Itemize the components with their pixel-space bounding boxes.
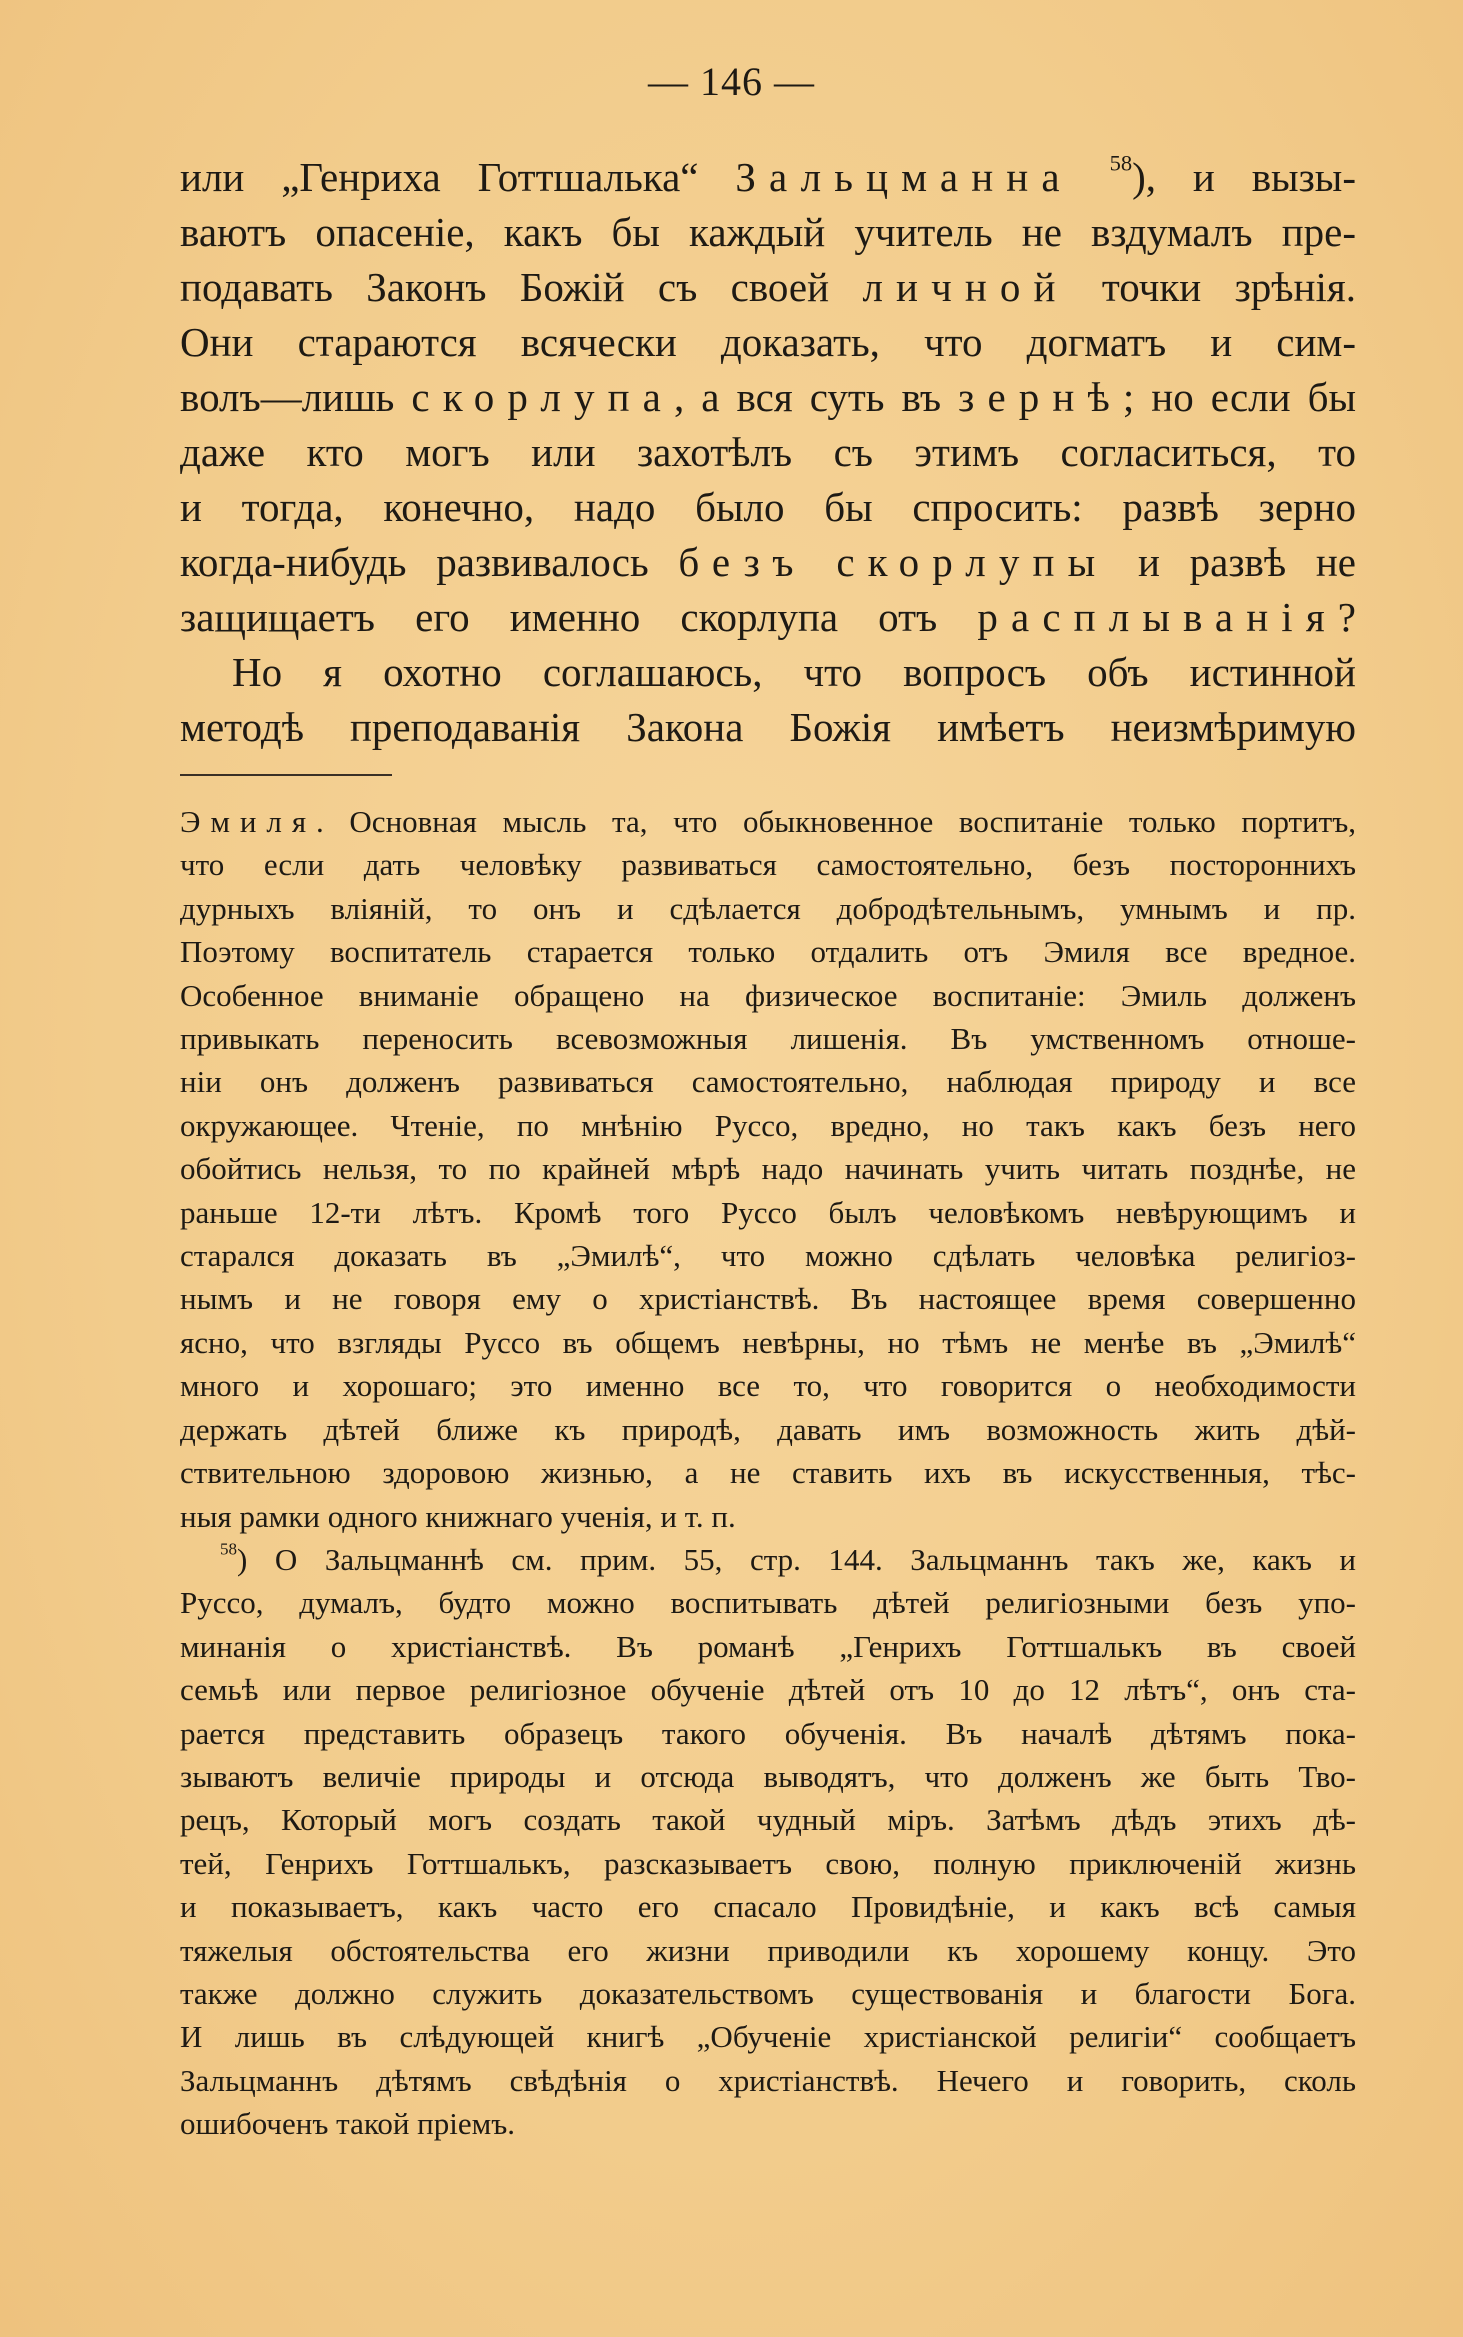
body-text-line — [180, 535, 1356, 590]
text-run: семьѣ или первое религіозное обученіе дѣтей отъ 10 до 12 лѣтъ“, онъ ста- — [180, 1672, 1356, 1708]
footnote-line — [180, 1842, 1356, 1885]
body-text-line — [180, 205, 1356, 260]
footnote-line — [180, 1191, 1356, 1234]
text-run: обойтись нельзя, то по крайней мѣрѣ надо начинать учить читать позднѣе, не — [180, 1151, 1356, 1187]
text-run: тяжелыя обстоятельства его жизни приводили къ хорошему концу. Это — [180, 1932, 1356, 1968]
text-run: ствительною здоровою жизнью, а не ставить ихъ въ искусственныя, тѣс- — [180, 1455, 1356, 1491]
text-run: держать дѣтей ближе къ природѣ, давать имъ возможность жить дѣй- — [180, 1411, 1356, 1447]
footnote-line — [180, 1017, 1356, 1060]
text-run: Зальцманна — [735, 154, 1073, 200]
footnote-line — [180, 1625, 1356, 1668]
footnote-line — [180, 930, 1356, 973]
footnote-line — [180, 1755, 1356, 1798]
text-run: ; но если бы — [1122, 374, 1357, 420]
body-text-line — [180, 370, 1356, 425]
text-run: ошибоченъ такой пріемъ. — [180, 2106, 516, 2142]
text-run: ныя рамки одного книжнаго ученія, и т. п. — [180, 1498, 736, 1534]
text-run: расплыванія — [977, 594, 1338, 640]
text-run: когда-нибудь развивалось — [180, 539, 679, 585]
footnote-line — [180, 1277, 1356, 1320]
text-run: Зальцманнъ дѣтямъ свѣдѣнія о христіанствѣ. Нечего и говорить, сколь — [180, 2062, 1356, 2098]
footnote-line — [180, 1929, 1356, 1972]
footnote-line — [180, 800, 1356, 843]
text-run: скорлупа — [411, 374, 674, 420]
text-run — [1073, 154, 1110, 200]
text-run: и развѣ не — [1108, 539, 1357, 585]
text-run: Руссо, думалъ, будто можно воспитывать дѣтей религіозными безъ упо- — [180, 1585, 1356, 1621]
footnote-line — [180, 1495, 1356, 1538]
text-run: привыкать переносить всевозможныя лишенія. Въ умственномъ отноше- — [180, 1021, 1356, 1057]
text-run: безъ — [678, 539, 807, 585]
text-run: ніи онъ долженъ развиваться самостоятельно, наблюдая природу и все — [180, 1064, 1356, 1100]
text-run: ? — [1337, 594, 1356, 640]
footnote-line — [180, 1147, 1356, 1190]
text-run: рается представить образецъ такого обученія. Въ началѣ дѣтямъ пока- — [180, 1715, 1356, 1751]
text-run: скорлупы — [836, 539, 1109, 585]
body-text-line — [180, 260, 1356, 315]
footnote-line — [180, 1538, 1356, 1581]
text-run: ясно, что взгляды Руссо въ общемъ невѣрны, но тѣмъ не менѣе въ „Эмилѣ“ — [180, 1324, 1356, 1360]
text-run: подавать Законъ Божій съ своей — [180, 264, 863, 310]
footnote-line — [180, 1060, 1356, 1103]
text-run: точки зрѣнія. — [1068, 264, 1356, 310]
footnote-line — [180, 1104, 1356, 1147]
body-text-line — [180, 425, 1356, 480]
text-run: личной — [862, 264, 1069, 310]
body-text-line — [180, 700, 1356, 755]
text-run: , а вся суть въ — [673, 374, 959, 420]
footnote-line — [180, 1885, 1356, 1928]
footnote-line — [180, 974, 1356, 1017]
main-text-block — [180, 150, 1356, 755]
text-run: ), и вызы- — [1132, 154, 1356, 200]
footnote-marker: 58 — [1109, 150, 1133, 176]
footnote-line — [180, 1234, 1356, 1277]
body-text-line — [180, 590, 1356, 645]
text-run: даже кто могъ или захотѣлъ съ этимъ согласиться, то — [180, 429, 1356, 475]
footnote-line — [180, 2015, 1356, 2058]
text-run: рецъ, Который могъ создать такой чудный міръ. Затѣмъ дѣдъ этихъ дѣ- — [180, 1802, 1356, 1838]
text-run: методѣ преподаванія Закона Божія имѣетъ неизмѣримую — [180, 704, 1356, 750]
footnote-line — [180, 887, 1356, 930]
page-number: — 146 — — [648, 59, 815, 104]
body-text-line — [180, 150, 1356, 205]
footnote-line — [180, 1798, 1356, 1841]
text-run: или „Генриха Готтшалька“ — [180, 154, 736, 200]
text-run: ) О Зальцманнѣ см. прим. 55, стр. 144. Зальцманнъ такъ же, какъ и — [237, 1541, 1356, 1577]
body-text-line — [180, 480, 1356, 535]
footnote-line — [180, 2059, 1356, 2102]
text-run: и показываетъ, какъ часто его спасало Провидѣніе, и какъ всѣ самыя — [180, 1889, 1356, 1925]
footnote-line — [180, 1668, 1356, 1711]
footnote-line — [180, 1972, 1356, 2015]
footnote-line — [180, 1451, 1356, 1494]
footnote-marker: 58 — [220, 1539, 238, 1559]
text-run: тей, Генрихъ Готтшалькъ, разсказываетъ свою, полную приключеній жизнь — [180, 1845, 1356, 1881]
footnote-line — [180, 1581, 1356, 1624]
text-run: Эмиля — [180, 804, 317, 839]
text-run: И лишь въ слѣдующей книгѣ „Обученіе христіанской религіи“ сообщаетъ — [180, 2019, 1356, 2055]
text-run: зернѣ — [958, 374, 1123, 420]
text-run: Но я охотно соглашаюсь, что вопросъ объ истинной — [232, 649, 1356, 695]
body-text-line — [180, 315, 1356, 370]
footnote-line — [180, 843, 1356, 886]
text-run: Они стараются всячески доказать, что догматъ и сим- — [180, 319, 1356, 365]
text-run: ваютъ опасеніе, какъ бы каждый учитель не вздумалъ пре- — [180, 209, 1356, 255]
text-run: нымъ и не говоря ему о христіанствѣ. Въ настоящее время совершенно — [180, 1281, 1356, 1317]
text-run: также должно служить доказательствомъ существованія и благости Бога. — [180, 1975, 1356, 2011]
text-run: зываютъ величіе природы и отсюда выводятъ, что долженъ же быть Тво- — [180, 1758, 1356, 1794]
body-text-line — [180, 645, 1356, 700]
footnote-line — [180, 1364, 1356, 1407]
text-run: много и хорошаго; это именно все то, что говорится о необходимости — [180, 1368, 1356, 1404]
text-run: дурныхъ вліяній, то онъ и сдѣлается добродѣтельнымъ, умнымъ и пр. — [180, 890, 1356, 926]
text-run: старался доказать въ „Эмилѣ“, что можно сдѣлать человѣка религіоз- — [180, 1238, 1356, 1274]
footnote-line — [180, 1712, 1356, 1755]
footnote-line — [180, 1321, 1356, 1364]
text-run: Особенное вниманіе обращено на физическое воспитаніе: Эмиль долженъ — [180, 977, 1356, 1013]
text-run: волъ—лишь — [180, 374, 412, 420]
footnote-line — [180, 1408, 1356, 1451]
footnote-separator — [180, 774, 392, 776]
text-run: минанія о христіанствѣ. Въ романѣ „Генрихъ Готтшалькъ въ своей — [180, 1628, 1356, 1664]
text-run: что если дать человѣку развиваться самостоятельно, безъ постороннихъ — [180, 847, 1356, 883]
footnotes-block — [180, 800, 1356, 2146]
text-run: Поэтому воспитатель старается только отдалить отъ Эмиля все вредное. — [180, 934, 1356, 970]
footnote-line — [180, 2102, 1356, 2145]
text-run: и тогда, конечно, надо было бы спросить: развѣ зерно — [180, 484, 1356, 530]
text-run: окружающее. Чтеніе, по мнѣнію Руссо, вредно, но такъ какъ безъ него — [180, 1107, 1356, 1143]
text-run: . Основная мысль та, что обыкновенное воспитаніе только портитъ, — [316, 804, 1356, 839]
text-run — [807, 539, 837, 585]
text-run: раньше 12-ти лѣтъ. Кромѣ того Руссо былъ человѣкомъ невѣрующимъ и — [180, 1194, 1356, 1230]
text-run: защищаетъ его именно скорлупа отъ — [180, 594, 978, 640]
